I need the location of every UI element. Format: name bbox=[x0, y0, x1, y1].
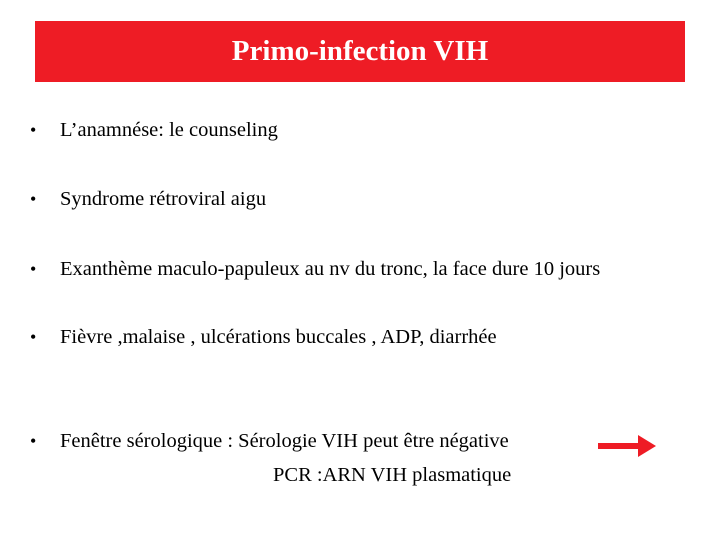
bullet-text: Exanthème maculo-papuleux au nv du tronc, la face dure 10 jours bbox=[60, 258, 601, 280]
bullet-text: Fenêtre sérologique : Sérologie VIH peut être négative bbox=[60, 430, 509, 452]
right-arrow-icon bbox=[598, 433, 658, 459]
bullet-item-fievre bbox=[30, 327, 497, 348]
pcr-text: PCR :ARN VIH plasmatique bbox=[273, 464, 512, 486]
bullet-marker: • bbox=[30, 327, 37, 347]
bullet-item-anamnese bbox=[30, 120, 278, 141]
bullet-marker: • bbox=[30, 431, 37, 451]
bullet-marker: • bbox=[30, 120, 37, 140]
arrow-head bbox=[638, 435, 656, 457]
arrow-shaft bbox=[598, 443, 642, 449]
bullet-text: L’anamnése: le counseling bbox=[60, 119, 278, 141]
bullet-marker: • bbox=[30, 259, 37, 279]
bullet-item-fenetre bbox=[30, 431, 509, 452]
bullet-item-syndrome bbox=[30, 189, 266, 210]
bullet-item-exantheme bbox=[30, 259, 600, 280]
title-banner bbox=[35, 21, 685, 82]
bullet-text: Fièvre ,malaise , ulcérations buccales , ADP, diarrhée bbox=[60, 326, 497, 348]
bullet-text: Syndrome rétroviral aigu bbox=[60, 188, 267, 210]
bullet-marker: • bbox=[30, 189, 37, 209]
slide-title: Primo-infection VIH bbox=[231, 35, 489, 67]
